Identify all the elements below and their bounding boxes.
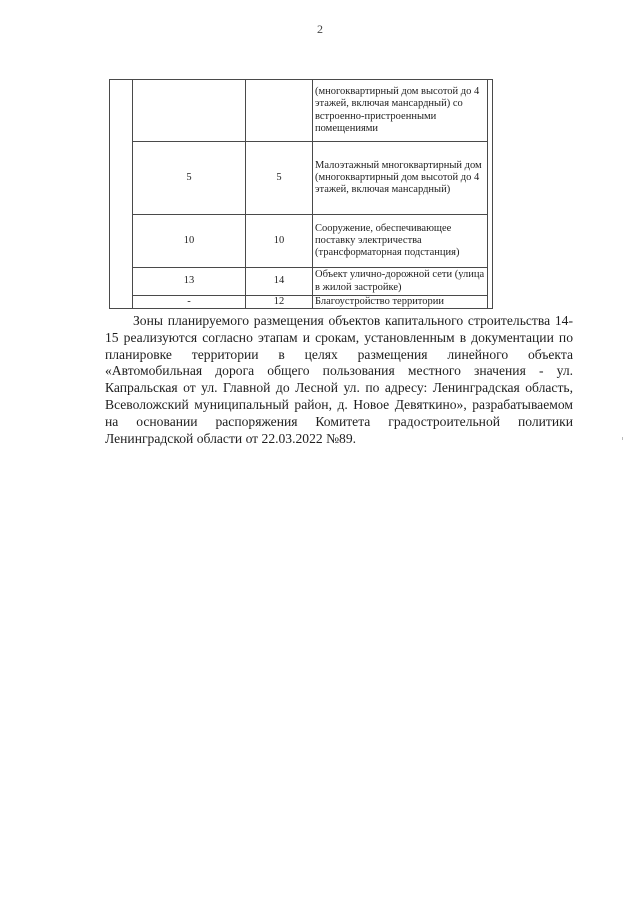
table-cell-right [488, 80, 493, 309]
table-cell-left-margin [110, 80, 133, 309]
table-cell-col1: 13 [133, 268, 246, 296]
table-cell-col1: 5 [133, 142, 246, 215]
table-row [110, 142, 493, 215]
table-cell-col2: 10 [246, 215, 313, 268]
scan-mark [622, 437, 623, 440]
table-row [110, 80, 493, 142]
table-cell-description: Объект улично-дорожной сети (улица в жилой застройке) [313, 268, 488, 296]
table-row [110, 296, 493, 309]
table-cell-description: Благоустройство территории [313, 296, 488, 309]
table-cell-col2: 14 [246, 268, 313, 296]
table-cell-col1: 10 [133, 215, 246, 268]
page-number: 2 [317, 22, 323, 36]
table-cell-col1 [133, 80, 246, 142]
table-cell-col2 [246, 80, 313, 142]
table-cell-description: Малоэтажный многоквартирный дом (многоквартирный дом высотой до 4 этажей, включая мансардный) [313, 142, 488, 215]
body-paragraph: Зоны планируемого размещения объектов капитального строительства 14-15 реализуются согласно этапам и срокам, установленным в документации по планировке территории в целях размещения линейного объекта «Автомобильная дорога общего пользования местного значения - ул. Капральская от ул. Главной до Лесной ул. по адресу: Ленинградская область, Всеволожский муниципальный район, д. Новое Девяткино», разрабатываемом на основании распоряжения Комитета градостроительной политики Ленинградской области от 22.03.2022 №89. [105, 313, 573, 446]
table-cell-col2: 5 [246, 142, 313, 215]
table-row [110, 268, 493, 296]
table-cell-col2: 12 [246, 296, 313, 309]
table-cell-description: Сооружение, обеспечивающее поставку электричества (трансформаторная подстанция) [313, 215, 488, 268]
table-row [110, 215, 493, 268]
table-cell-description: (многоквартирный дом высотой до 4 этажей, включая мансардный) со встроенно-пристроенными помещениями [313, 80, 488, 142]
zones-table [109, 79, 493, 309]
table-cell-col1: - [133, 296, 246, 309]
